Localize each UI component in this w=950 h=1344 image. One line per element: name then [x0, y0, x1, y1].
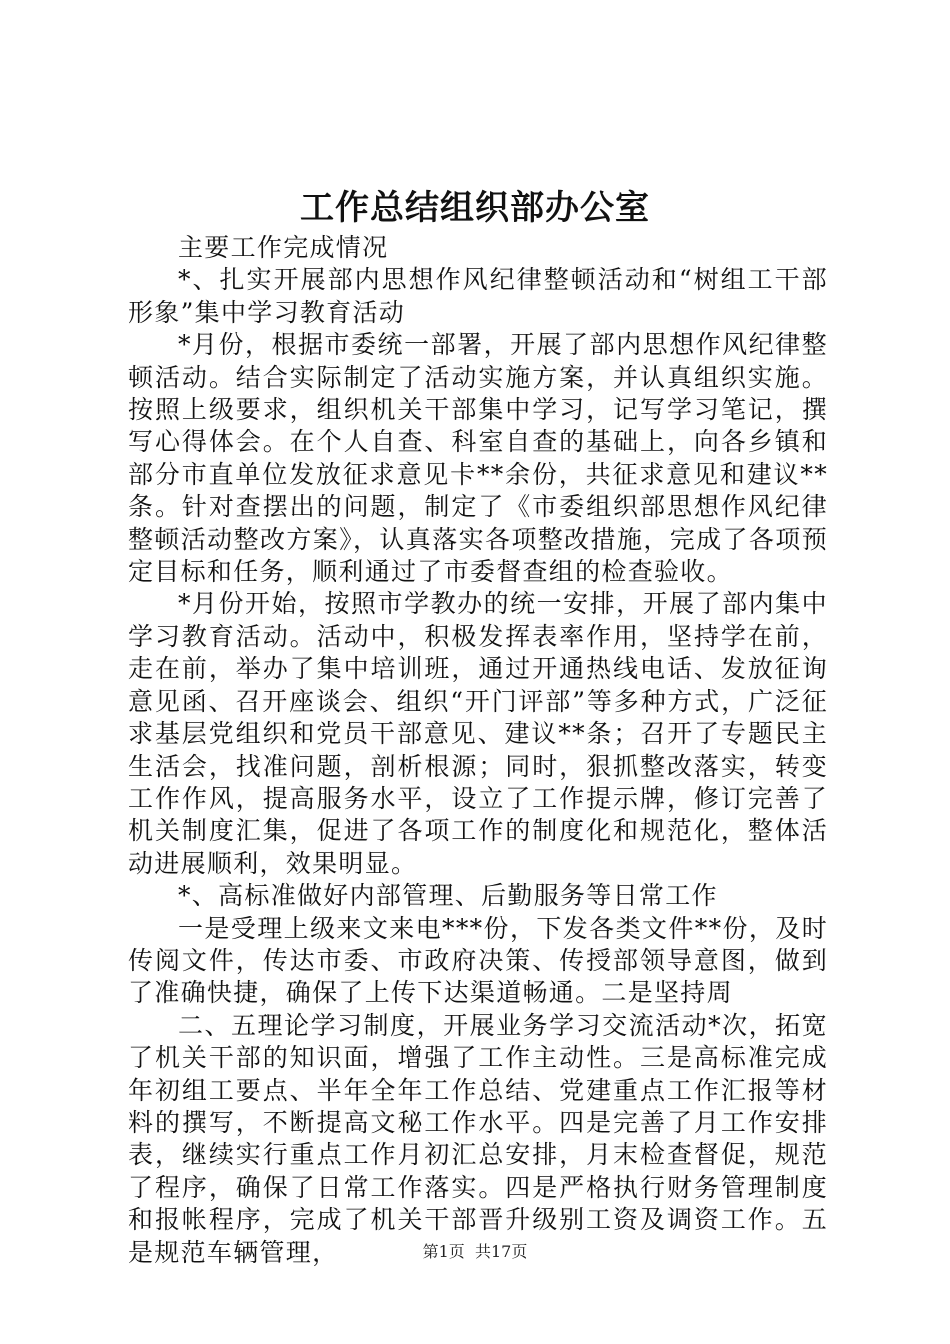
paragraph-document-handling: 一是受理上级来文来电***份，下发各类文件**份，及时传阅文件，传达市委、市政府决策、传授部领导意图，做到了准确快捷，确保了上传下达渠道畅通。二是坚持周	[128, 913, 828, 1008]
paragraph-rectification-activity: *月份，根据市委统一部署，开展了部内思想作风纪律整顿活动。结合实际制定了活动实施方案，并认真组织实施。按照上级要求，组织机关干部集中学习，记写学习笔记，撰写心得体会。在个人自查、科室自查的基础上，向各乡镇和部分市直单位发放征求意见卡**余份，共征求意见和建议**条。针对查摆出的问题，制定了《市委组织部思想作风纪律整顿活动整改方案》，认真落实各项整改措施，完成了各项预定目标和任务，顺利通过了市委督查组的检查验收。	[128, 330, 828, 587]
paragraph-section-2-heading: *、高标准做好内部管理、后勤服务等日常工作	[178, 881, 718, 911]
page-total: 共17页	[474, 1242, 528, 1261]
document-body	[128, 232, 828, 1269]
page-footer	[0, 1240, 950, 1264]
paragraph-heading-main: 主要工作完成情况	[178, 233, 389, 262]
footer-spacer	[465, 1242, 475, 1261]
page-number: 第1页	[422, 1242, 465, 1261]
document-title: 工作总结组织部办公室	[300, 188, 650, 228]
paragraph-study-system: 二、五理论学习制度，开展业务学习交流活动*次，拓宽了机关干部的知识面，增强了工作主动性。三是高标准完成年初组工要点、半年全年工作总结、党建重点工作汇报等材料的撰写，不断提高文秘工作水平。四是完善了月工作安排表，继续实行重点工作月初汇总安排，月末检查督促，规范了程序，确保了日常工作落实。四是严格执行财务管理制度和报帐程序，完成了机关干部晋升级别工资及调资工作。五是规范车辆管理，	[128, 1010, 828, 1267]
paragraph-education-activity: *月份开始，按照市学教办的统一安排，开展了部内集中学习教育活动。活动中，积极发挥表率作用，坚持学在前，走在前，举办了集中培训班，通过开通热线电话、发放征询意见函、召开座谈会、组织“开门评部”等多种方式，广泛征求基层党组织和党员干部意见、建议**条；召开了专题民主生活会，找准问题，剖析根源；同时，狠抓整改落实，转变工作作风，提高服务水平，设立了工作提示牌，修订完善了机关制度汇集，促进了各项工作的制度化和规范化，整体活动进展顺利，效果明显。	[128, 589, 828, 878]
paragraph-section-1-heading: *、扎实开展部内思想作风纪律整顿活动和“树组工干部形象”集中学习教育活动	[128, 265, 828, 327]
